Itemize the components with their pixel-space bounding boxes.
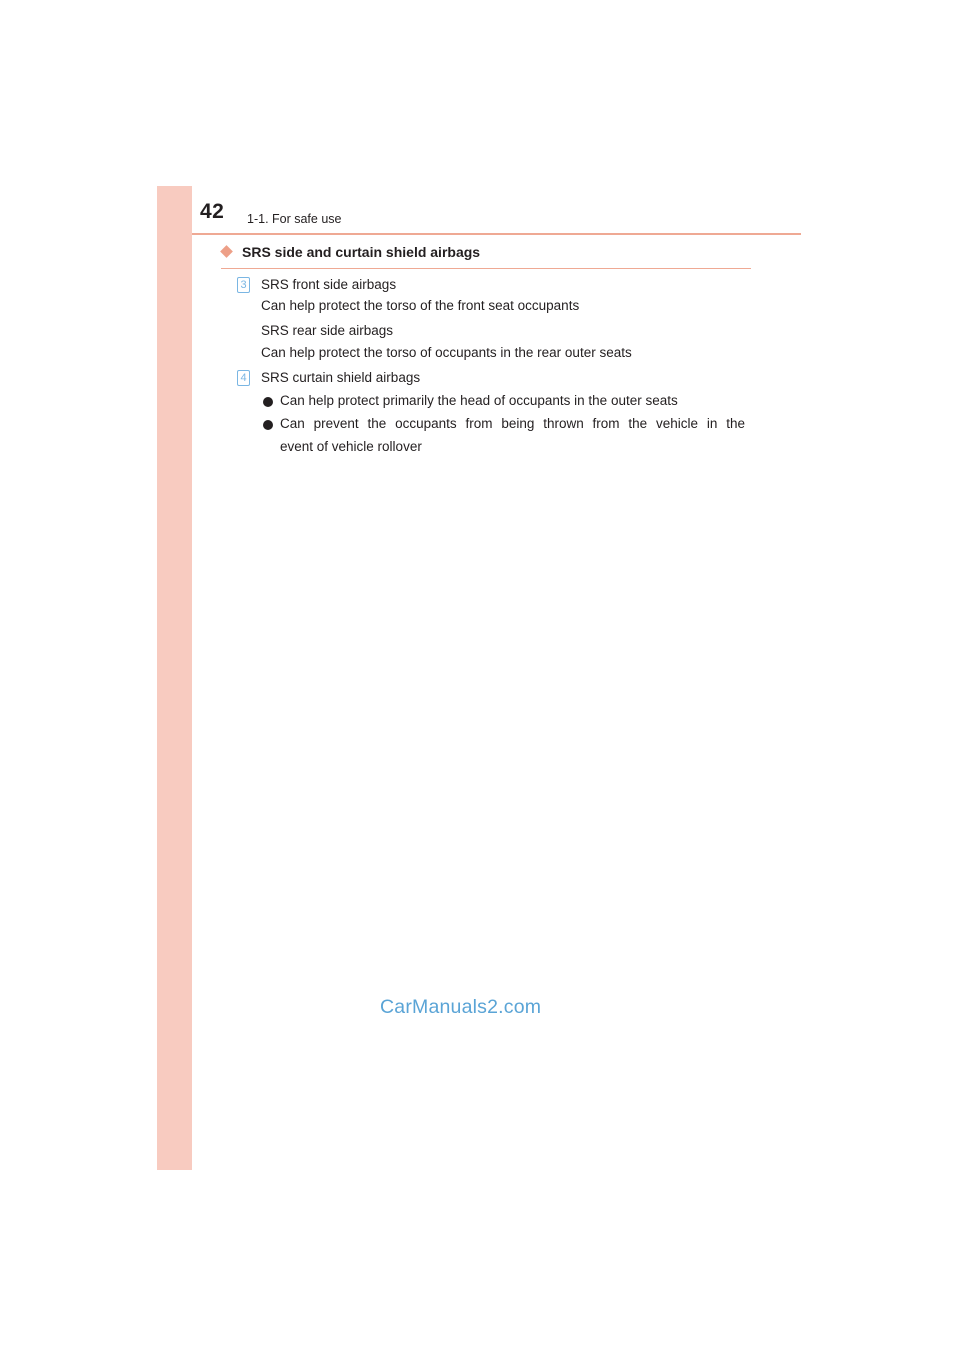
- item-number-badge: 4: [237, 370, 250, 386]
- item-title: SRS rear side airbags: [261, 323, 394, 338]
- page-number: 42: [200, 200, 225, 223]
- section-heading: [221, 244, 751, 269]
- bullet-icon: [263, 420, 273, 430]
- side-tab-band: [157, 186, 192, 1170]
- item-description: Can help protect the torso of the front seat occupants: [261, 298, 580, 313]
- header-rule: [192, 233, 801, 235]
- watermark: CarManuals2.com: [380, 996, 542, 1018]
- item-description: Can help protect the torso of occupants in the rear outer seats: [261, 345, 632, 360]
- diamond-bullet-icon: [220, 245, 233, 258]
- bullet-text: Can help protect primarily the head of occupants in the outer seats: [280, 393, 678, 408]
- bullet-text-continuation: event of vehicle rollover: [280, 439, 422, 454]
- section-label: 1-1. For safe use: [247, 212, 342, 226]
- item-title: SRS curtain shield airbags: [261, 370, 421, 385]
- bullet-icon: [263, 397, 273, 407]
- section-heading-text: SRS side and curtain shield airbags: [242, 244, 481, 260]
- bullet-text: Can prevent the occupants from being thrown from the vehicle in the: [280, 416, 745, 431]
- item-title: SRS front side airbags: [261, 277, 397, 292]
- item-number-badge: 3: [237, 277, 250, 293]
